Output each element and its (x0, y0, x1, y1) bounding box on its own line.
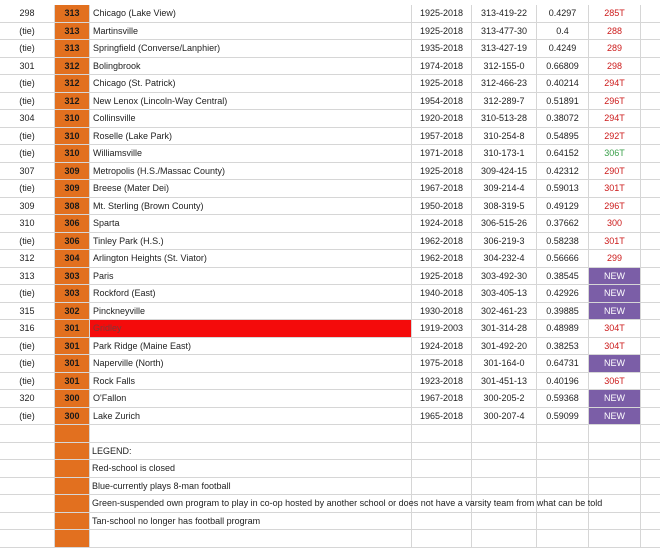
record-cell[interactable]: 310-254-8 (472, 128, 537, 146)
record-cell[interactable]: 300-205-2 (472, 390, 537, 408)
empty-cell[interactable] (641, 198, 660, 216)
empty-cell[interactable] (641, 110, 660, 128)
legend-text: Green-suspended own program to play in co-op hosted by another school or does not have a varsity team from what can be told (90, 495, 412, 513)
school-cell[interactable]: Williamsville (90, 145, 412, 163)
record-cell[interactable]: 308-319-5 (472, 198, 537, 216)
win-pct-cell[interactable]: 0.64152 (537, 145, 589, 163)
rank-cell[interactable]: 315 (0, 303, 55, 321)
previous-rank-cell[interactable]: 288 (589, 23, 641, 41)
record-cell[interactable]: 301-314-28 (472, 320, 537, 338)
table-row[interactable] (0, 40, 660, 58)
previous-rank-cell[interactable]: 296T (589, 198, 641, 216)
empty-row (0, 530, 660, 548)
empty-cell[interactable] (641, 408, 660, 426)
table-row[interactable] (0, 303, 660, 321)
years-cell[interactable]: 1925-2018 (412, 268, 472, 286)
years-cell[interactable]: 1925-2018 (412, 75, 472, 93)
wins-cell[interactable]: 310 (55, 128, 90, 146)
school-cell[interactable]: Tinley Park (H.S.) (90, 233, 412, 251)
empty-cell[interactable] (641, 233, 660, 251)
empty-row (0, 425, 660, 443)
empty-cell (589, 443, 641, 461)
empty-cell[interactable] (641, 180, 660, 198)
record-cell[interactable]: 304-232-4 (472, 250, 537, 268)
empty-cell (472, 478, 537, 496)
empty-cell (0, 495, 55, 513)
table-row[interactable] (0, 58, 660, 76)
empty-cell (589, 530, 641, 548)
previous-rank-cell[interactable]: 306T (589, 373, 641, 391)
table-row[interactable] (0, 93, 660, 111)
record-cell[interactable]: 309-424-15 (472, 163, 537, 181)
previous-rank-cell[interactable]: NEW (589, 408, 641, 426)
previous-rank-cell[interactable]: 289 (589, 40, 641, 58)
rank-cell[interactable]: 304 (0, 110, 55, 128)
empty-cell (0, 425, 55, 443)
win-pct-cell[interactable]: 0.39885 (537, 303, 589, 321)
empty-cell (641, 478, 660, 496)
rank-cell[interactable]: (tie) (0, 233, 55, 251)
rank-cell[interactable]: 298 (0, 5, 55, 23)
table-row[interactable] (0, 338, 660, 356)
table-row[interactable] (0, 215, 660, 233)
school-cell[interactable]: Martinsville (90, 23, 412, 41)
wins-cell[interactable]: 313 (55, 40, 90, 58)
years-cell[interactable]: 1967-2018 (412, 180, 472, 198)
years-cell[interactable]: 1975-2018 (412, 355, 472, 373)
empty-cell[interactable] (641, 285, 660, 303)
win-pct-cell[interactable]: 0.42926 (537, 285, 589, 303)
record-cell[interactable]: 301-164-0 (472, 355, 537, 373)
record-cell[interactable]: 310-173-1 (472, 145, 537, 163)
record-cell[interactable]: 309-214-4 (472, 180, 537, 198)
win-pct-cell[interactable]: 0.64731 (537, 355, 589, 373)
wins-cell[interactable]: 300 (55, 390, 90, 408)
rank-cell[interactable]: 316 (0, 320, 55, 338)
table-row[interactable] (0, 128, 660, 146)
rank-cell[interactable]: 307 (0, 163, 55, 181)
win-pct-cell[interactable]: 0.56666 (537, 250, 589, 268)
win-pct-cell[interactable]: 0.51891 (537, 93, 589, 111)
empty-cell (472, 425, 537, 443)
rank-cell[interactable]: 310 (0, 215, 55, 233)
previous-rank-cell[interactable]: 299 (589, 250, 641, 268)
empty-cell[interactable] (641, 93, 660, 111)
wins-cell[interactable]: 308 (55, 198, 90, 216)
empty-cell[interactable] (641, 40, 660, 58)
empty-cell (641, 443, 660, 461)
school-cell[interactable]: Rock Falls (90, 373, 412, 391)
wins-cell[interactable]: 309 (55, 180, 90, 198)
legend-row-red (0, 460, 660, 478)
empty-cell[interactable] (641, 23, 660, 41)
years-cell[interactable]: 1965-2018 (412, 408, 472, 426)
school-cell[interactable]: New Lenox (Lincoln-Way Central) (90, 93, 412, 111)
school-cell[interactable]: Mt. Sterling (Brown County) (90, 198, 412, 216)
empty-cell (55, 530, 90, 548)
years-cell[interactable]: 1919-2003 (412, 320, 472, 338)
empty-cell (0, 443, 55, 461)
empty-cell (412, 478, 472, 496)
school-cell[interactable]: Pinckneyville (90, 303, 412, 321)
empty-cell (589, 478, 641, 496)
previous-rank-cell[interactable]: NEW (589, 390, 641, 408)
legend-text: Blue-currently plays 8-man football (90, 478, 412, 496)
empty-cell (589, 460, 641, 478)
win-pct-cell[interactable]: 0.38072 (537, 110, 589, 128)
wins-cell[interactable]: 309 (55, 163, 90, 181)
school-cell[interactable]: Metropolis (H.S./Massac County) (90, 163, 412, 181)
rank-cell[interactable]: 301 (0, 58, 55, 76)
years-cell[interactable]: 1957-2018 (412, 128, 472, 146)
rank-cell[interactable]: 313 (0, 268, 55, 286)
record-cell[interactable]: 312-289-7 (472, 93, 537, 111)
school-cell[interactable]: Roselle (Lake Park) (90, 128, 412, 146)
empty-cell (589, 425, 641, 443)
record-cell[interactable]: 312-155-0 (472, 58, 537, 76)
school-cell[interactable]: Naperville (North) (90, 355, 412, 373)
previous-rank-cell[interactable]: 301T (589, 180, 641, 198)
previous-rank-cell[interactable]: NEW (589, 355, 641, 373)
rank-cell[interactable]: (tie) (0, 75, 55, 93)
win-pct-cell[interactable]: 0.49129 (537, 198, 589, 216)
empty-cell (55, 478, 90, 496)
wins-cell[interactable]: 313 (55, 23, 90, 41)
rank-cell[interactable]: (tie) (0, 338, 55, 356)
rank-cell[interactable]: (tie) (0, 128, 55, 146)
wins-cell[interactable]: 312 (55, 58, 90, 76)
rank-cell[interactable]: (tie) (0, 145, 55, 163)
empty-cell[interactable] (641, 250, 660, 268)
school-cell[interactable]: Park Ridge (Maine East) (90, 338, 412, 356)
years-cell[interactable]: 1954-2018 (412, 93, 472, 111)
empty-cell (412, 530, 472, 548)
empty-cell[interactable] (641, 355, 660, 373)
record-cell[interactable]: 301-492-20 (472, 338, 537, 356)
record-cell[interactable]: 303-405-13 (472, 285, 537, 303)
wins-cell[interactable]: 303 (55, 268, 90, 286)
table-row[interactable] (0, 163, 660, 181)
school-cell[interactable]: Springfield (Converse/Lanphier) (90, 40, 412, 58)
win-pct-cell[interactable]: 0.37662 (537, 215, 589, 233)
empty-cell[interactable] (641, 268, 660, 286)
years-cell[interactable]: 1962-2018 (412, 250, 472, 268)
empty-cell (641, 495, 660, 513)
empty-cell[interactable] (641, 338, 660, 356)
empty-cell (472, 530, 537, 548)
empty-cell (0, 513, 55, 531)
empty-cell (55, 443, 90, 461)
wins-cell[interactable]: 310 (55, 145, 90, 163)
school-cell[interactable]: Lake Zurich (90, 408, 412, 426)
rank-cell[interactable]: 309 (0, 198, 55, 216)
legend-text: Tan-school no longer has football program (90, 513, 412, 531)
table-row[interactable] (0, 180, 660, 198)
rank-cell[interactable]: (tie) (0, 285, 55, 303)
win-pct-cell[interactable]: 0.4297 (537, 5, 589, 23)
record-cell[interactable]: 306-219-3 (472, 233, 537, 251)
school-cell[interactable]: Arlington Heights (St. Viator) (90, 250, 412, 268)
empty-cell (0, 530, 55, 548)
win-pct-cell[interactable]: 0.4249 (537, 40, 589, 58)
win-pct-cell[interactable]: 0.66809 (537, 58, 589, 76)
years-cell[interactable]: 1925-2018 (412, 23, 472, 41)
table-row[interactable] (0, 250, 660, 268)
years-cell[interactable]: 1940-2018 (412, 285, 472, 303)
empty-cell (641, 530, 660, 548)
school-cell[interactable]: O'Fallon (90, 390, 412, 408)
empty-cell (0, 478, 55, 496)
wins-cell[interactable]: 301 (55, 373, 90, 391)
empty-cell (537, 443, 589, 461)
school-cell[interactable]: Paris (90, 268, 412, 286)
years-cell[interactable]: 1925-2018 (412, 163, 472, 181)
school-cell[interactable]: Gridley (90, 320, 412, 338)
empty-cell (641, 460, 660, 478)
win-pct-cell[interactable]: 0.38545 (537, 268, 589, 286)
rank-cell[interactable]: (tie) (0, 373, 55, 391)
wins-cell[interactable]: 303 (55, 285, 90, 303)
school-cell[interactable]: Rockford (East) (90, 285, 412, 303)
empty-cell (90, 530, 412, 548)
empty-cell[interactable] (641, 145, 660, 163)
empty-cell[interactable] (641, 75, 660, 93)
table-row[interactable] (0, 390, 660, 408)
previous-rank-cell[interactable]: 298 (589, 58, 641, 76)
wins-cell[interactable]: 301 (55, 320, 90, 338)
wins-cell[interactable]: 312 (55, 75, 90, 93)
empty-cell (55, 513, 90, 531)
legend-text: Red-school is closed (90, 460, 412, 478)
wins-cell[interactable]: 306 (55, 233, 90, 251)
rank-cell[interactable]: 320 (0, 390, 55, 408)
table-row[interactable] (0, 268, 660, 286)
empty-cell (537, 530, 589, 548)
rank-cell[interactable]: (tie) (0, 408, 55, 426)
win-pct-cell[interactable]: 0.42312 (537, 163, 589, 181)
empty-cell (537, 425, 589, 443)
previous-rank-cell[interactable]: 304T (589, 320, 641, 338)
school-cell[interactable]: Collinsville (90, 110, 412, 128)
empty-cell (412, 425, 472, 443)
table-row[interactable] (0, 373, 660, 391)
record-cell[interactable]: 313-419-22 (472, 5, 537, 23)
years-cell[interactable]: 1925-2018 (412, 5, 472, 23)
empty-cell (641, 513, 660, 531)
empty-cell (55, 460, 90, 478)
win-pct-cell[interactable]: 0.48989 (537, 320, 589, 338)
record-cell[interactable]: 303-492-30 (472, 268, 537, 286)
table-row[interactable] (0, 23, 660, 41)
win-pct-cell[interactable]: 0.59099 (537, 408, 589, 426)
previous-rank-cell[interactable]: 304T (589, 338, 641, 356)
empty-cell (472, 443, 537, 461)
years-cell[interactable]: 1924-2018 (412, 215, 472, 233)
empty-cell (472, 513, 537, 531)
years-cell[interactable]: 1967-2018 (412, 390, 472, 408)
empty-cell[interactable] (641, 163, 660, 181)
legend-text: LEGEND: (90, 443, 412, 461)
win-pct-cell[interactable]: 0.40196 (537, 373, 589, 391)
empty-cell (589, 513, 641, 531)
empty-cell (412, 460, 472, 478)
years-cell[interactable]: 1974-2018 (412, 58, 472, 76)
school-cell[interactable]: Bolingbrook (90, 58, 412, 76)
empty-cell (537, 460, 589, 478)
previous-rank-cell[interactable]: 301T (589, 233, 641, 251)
table-row[interactable] (0, 408, 660, 426)
previous-rank-cell[interactable]: NEW (589, 303, 641, 321)
wins-cell[interactable]: 301 (55, 355, 90, 373)
record-cell[interactable]: 313-427-19 (472, 40, 537, 58)
school-cell[interactable]: Breese (Mater Dei) (90, 180, 412, 198)
school-cell[interactable]: Chicago (Lake View) (90, 5, 412, 23)
empty-cell[interactable] (641, 58, 660, 76)
previous-rank-cell[interactable]: 290T (589, 163, 641, 181)
empty-cell (55, 495, 90, 513)
school-cell[interactable]: Sparta (90, 215, 412, 233)
empty-cell[interactable] (641, 5, 660, 23)
table-row[interactable] (0, 198, 660, 216)
wins-cell[interactable]: 302 (55, 303, 90, 321)
legend-row-blue (0, 478, 660, 496)
win-pct-cell[interactable]: 0.40214 (537, 75, 589, 93)
empty-cell[interactable] (641, 128, 660, 146)
win-pct-cell[interactable]: 0.59013 (537, 180, 589, 198)
record-cell[interactable]: 301-451-13 (472, 373, 537, 391)
previous-rank-cell[interactable]: 292T (589, 128, 641, 146)
wins-cell[interactable]: 306 (55, 215, 90, 233)
wins-cell[interactable]: 301 (55, 338, 90, 356)
rank-cell[interactable]: 312 (0, 250, 55, 268)
school-cell[interactable]: Chicago (St. Patrick) (90, 75, 412, 93)
record-cell[interactable]: 302-461-23 (472, 303, 537, 321)
table-row[interactable] (0, 75, 660, 93)
years-cell[interactable]: 1924-2018 (412, 338, 472, 356)
previous-rank-cell[interactable]: 294T (589, 110, 641, 128)
empty-cell[interactable] (641, 303, 660, 321)
years-cell[interactable]: 1923-2018 (412, 373, 472, 391)
empty-cell[interactable] (641, 320, 660, 338)
empty-cell (641, 425, 660, 443)
table-row[interactable] (0, 5, 660, 23)
legend-row-green (0, 495, 660, 513)
wins-cell[interactable]: 304 (55, 250, 90, 268)
empty-cell (472, 460, 537, 478)
win-pct-cell[interactable]: 0.4 (537, 23, 589, 41)
empty-cell[interactable] (641, 373, 660, 391)
previous-rank-cell[interactable]: 300 (589, 215, 641, 233)
table-row[interactable] (0, 145, 660, 163)
empty-cell (0, 460, 55, 478)
wins-cell[interactable]: 300 (55, 408, 90, 426)
rank-cell[interactable]: (tie) (0, 355, 55, 373)
record-cell[interactable]: 306-515-26 (472, 215, 537, 233)
win-pct-cell[interactable]: 0.54895 (537, 128, 589, 146)
table-row[interactable] (0, 233, 660, 251)
previous-rank-cell[interactable]: 285T (589, 5, 641, 23)
years-cell[interactable]: 1950-2018 (412, 198, 472, 216)
empty-cell (537, 478, 589, 496)
record-cell[interactable]: 300-207-4 (472, 408, 537, 426)
rank-cell[interactable]: (tie) (0, 40, 55, 58)
years-cell[interactable]: 1920-2018 (412, 110, 472, 128)
years-cell[interactable]: 1935-2018 (412, 40, 472, 58)
wins-cell[interactable]: 313 (55, 5, 90, 23)
table-row[interactable] (0, 110, 660, 128)
table-row[interactable] (0, 320, 660, 338)
empty-cell (90, 425, 412, 443)
wins-cell[interactable]: 312 (55, 93, 90, 111)
rank-cell[interactable]: (tie) (0, 93, 55, 111)
previous-rank-cell[interactable]: 296T (589, 93, 641, 111)
rank-cell[interactable]: (tie) (0, 23, 55, 41)
table-row[interactable] (0, 285, 660, 303)
empty-cell (412, 513, 472, 531)
previous-rank-cell[interactable]: 294T (589, 75, 641, 93)
previous-rank-cell[interactable]: 306T (589, 145, 641, 163)
win-pct-cell[interactable]: 0.38253 (537, 338, 589, 356)
legend-row-title (0, 443, 660, 461)
empty-cell[interactable] (641, 215, 660, 233)
table-row[interactable] (0, 355, 660, 373)
years-cell[interactable]: 1930-2018 (412, 303, 472, 321)
record-cell[interactable]: 310-513-28 (472, 110, 537, 128)
record-cell[interactable]: 312-466-23 (472, 75, 537, 93)
rank-cell[interactable]: (tie) (0, 180, 55, 198)
empty-cell (55, 425, 90, 443)
win-pct-cell[interactable]: 0.59368 (537, 390, 589, 408)
wins-cell[interactable]: 310 (55, 110, 90, 128)
previous-rank-cell[interactable]: NEW (589, 268, 641, 286)
win-pct-cell[interactable]: 0.58238 (537, 233, 589, 251)
empty-cell (537, 513, 589, 531)
previous-rank-cell[interactable]: NEW (589, 285, 641, 303)
legend-row-tan (0, 513, 660, 531)
empty-cell (412, 443, 472, 461)
years-cell[interactable]: 1971-2018 (412, 145, 472, 163)
empty-cell[interactable] (641, 390, 660, 408)
record-cell[interactable]: 313-477-30 (472, 23, 537, 41)
years-cell[interactable]: 1962-2018 (412, 233, 472, 251)
